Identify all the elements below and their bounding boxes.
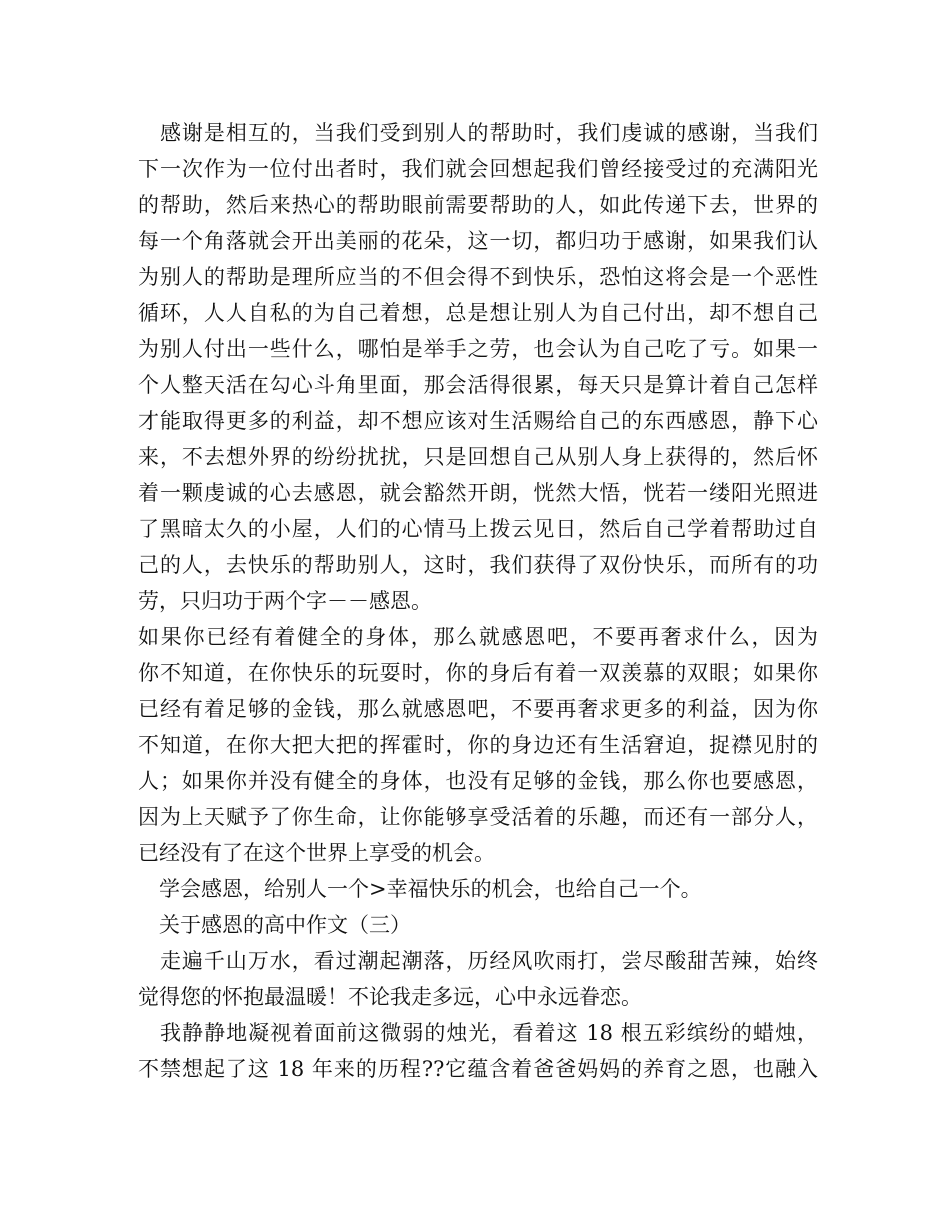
text-line: 我静静地凝视着面前这微弱的烛光，看着这 18 根五彩缤纷的蜡烛， [138,1021,818,1045]
text-line: 的帮助，然后来热心的帮助眼前需要帮助的人，如此传递下去，世界的 [138,193,818,217]
text-line: 人；如果你并没有健全的身体，也没有足够的金钱，那么你也要感恩， [138,769,818,793]
text-line: 个人整天活在勾心斗角里面，那会活得很累，每天只是算计着自己怎样 [138,373,818,397]
text-line: 你不知道，在你快乐的玩耍时，你的身后有着一双羡慕的双眼；如果你 [138,661,818,685]
text-line: 走遍千山万水，看过潮起潮落，历经风吹雨打，尝尽酸甜苦辣，始终 [138,949,818,973]
text-line: 了黑暗太久的小屋，人们的心情马上拨云见日，然后自己学着帮助过自 [138,517,818,541]
text-line: 来，不去想外界的纷纷扰扰，只是回想自己从别人身上获得的，然后怀 [138,445,818,469]
text-line: 感谢是相互的，当我们受到别人的帮助时，我们虔诚的感谢，当我们 [138,121,818,145]
text-line: 下一次作为一位付出者时，我们就会回想起我们曾经接受过的充满阳光 [138,157,818,181]
text-line: 为别人的帮助是理所应当的不但会得不到快乐，恐怕这将会是一个恶性 [138,265,818,289]
text-line: 已经没有了在这个世界上享受的机会。 [138,841,495,865]
text-line: 如果你已经有着健全的身体，那么就感恩吧，不要再奢求什么，因为 [138,625,818,649]
text-line: 不知道，在你大把大把的挥霍时，你的身边还有生活窘迫，捉襟见肘的 [138,733,818,757]
text-line: 己的人，去快乐的帮助别人，这时，我们获得了双份快乐，而所有的功 [138,553,818,577]
text-line: 循环，人人自私的为自己着想，总是想让别人为自己付出，却不想自己 [138,301,818,325]
text-line: 才能取得更多的利益，却不想应该对生活赐给自己的东西感恩，静下心 [138,409,818,433]
text-line: 每一个角落就会开出美丽的花朵，这一切，都归功于感谢，如果我们认 [138,229,818,253]
text-line: 劳，只归功于两个字－－感恩。 [138,589,432,613]
text-line: 为别人付出一些什么，哪怕是举手之劳，也会认为自己吃了亏。如果一 [138,337,818,361]
text-line: 学会感恩，给别人一个>幸福快乐的机会，也给自己一个。 [138,877,702,901]
section-heading: 关于感恩的高中作文（三） [138,913,411,937]
text-line: 因为上天赋予了你生命，让你能够享受活着的乐趣，而还有一部分人， [138,805,818,829]
text-line: 已经有着足够的金钱，那么就感恩吧，不要再奢求更多的利益，因为你 [138,697,818,721]
text-line: 不禁想起了这 18 年来的历程??它蕴含着爸爸妈妈的养育之恩，也融入 [138,1057,818,1081]
text-line: 着一颗虔诚的心去感恩，就会豁然开朗，恍然大悟，恍若一缕阳光照进 [138,481,818,505]
text-line: 觉得您的怀抱最温暖！不论我走多远，心中永远眷恋。 [138,985,642,1009]
